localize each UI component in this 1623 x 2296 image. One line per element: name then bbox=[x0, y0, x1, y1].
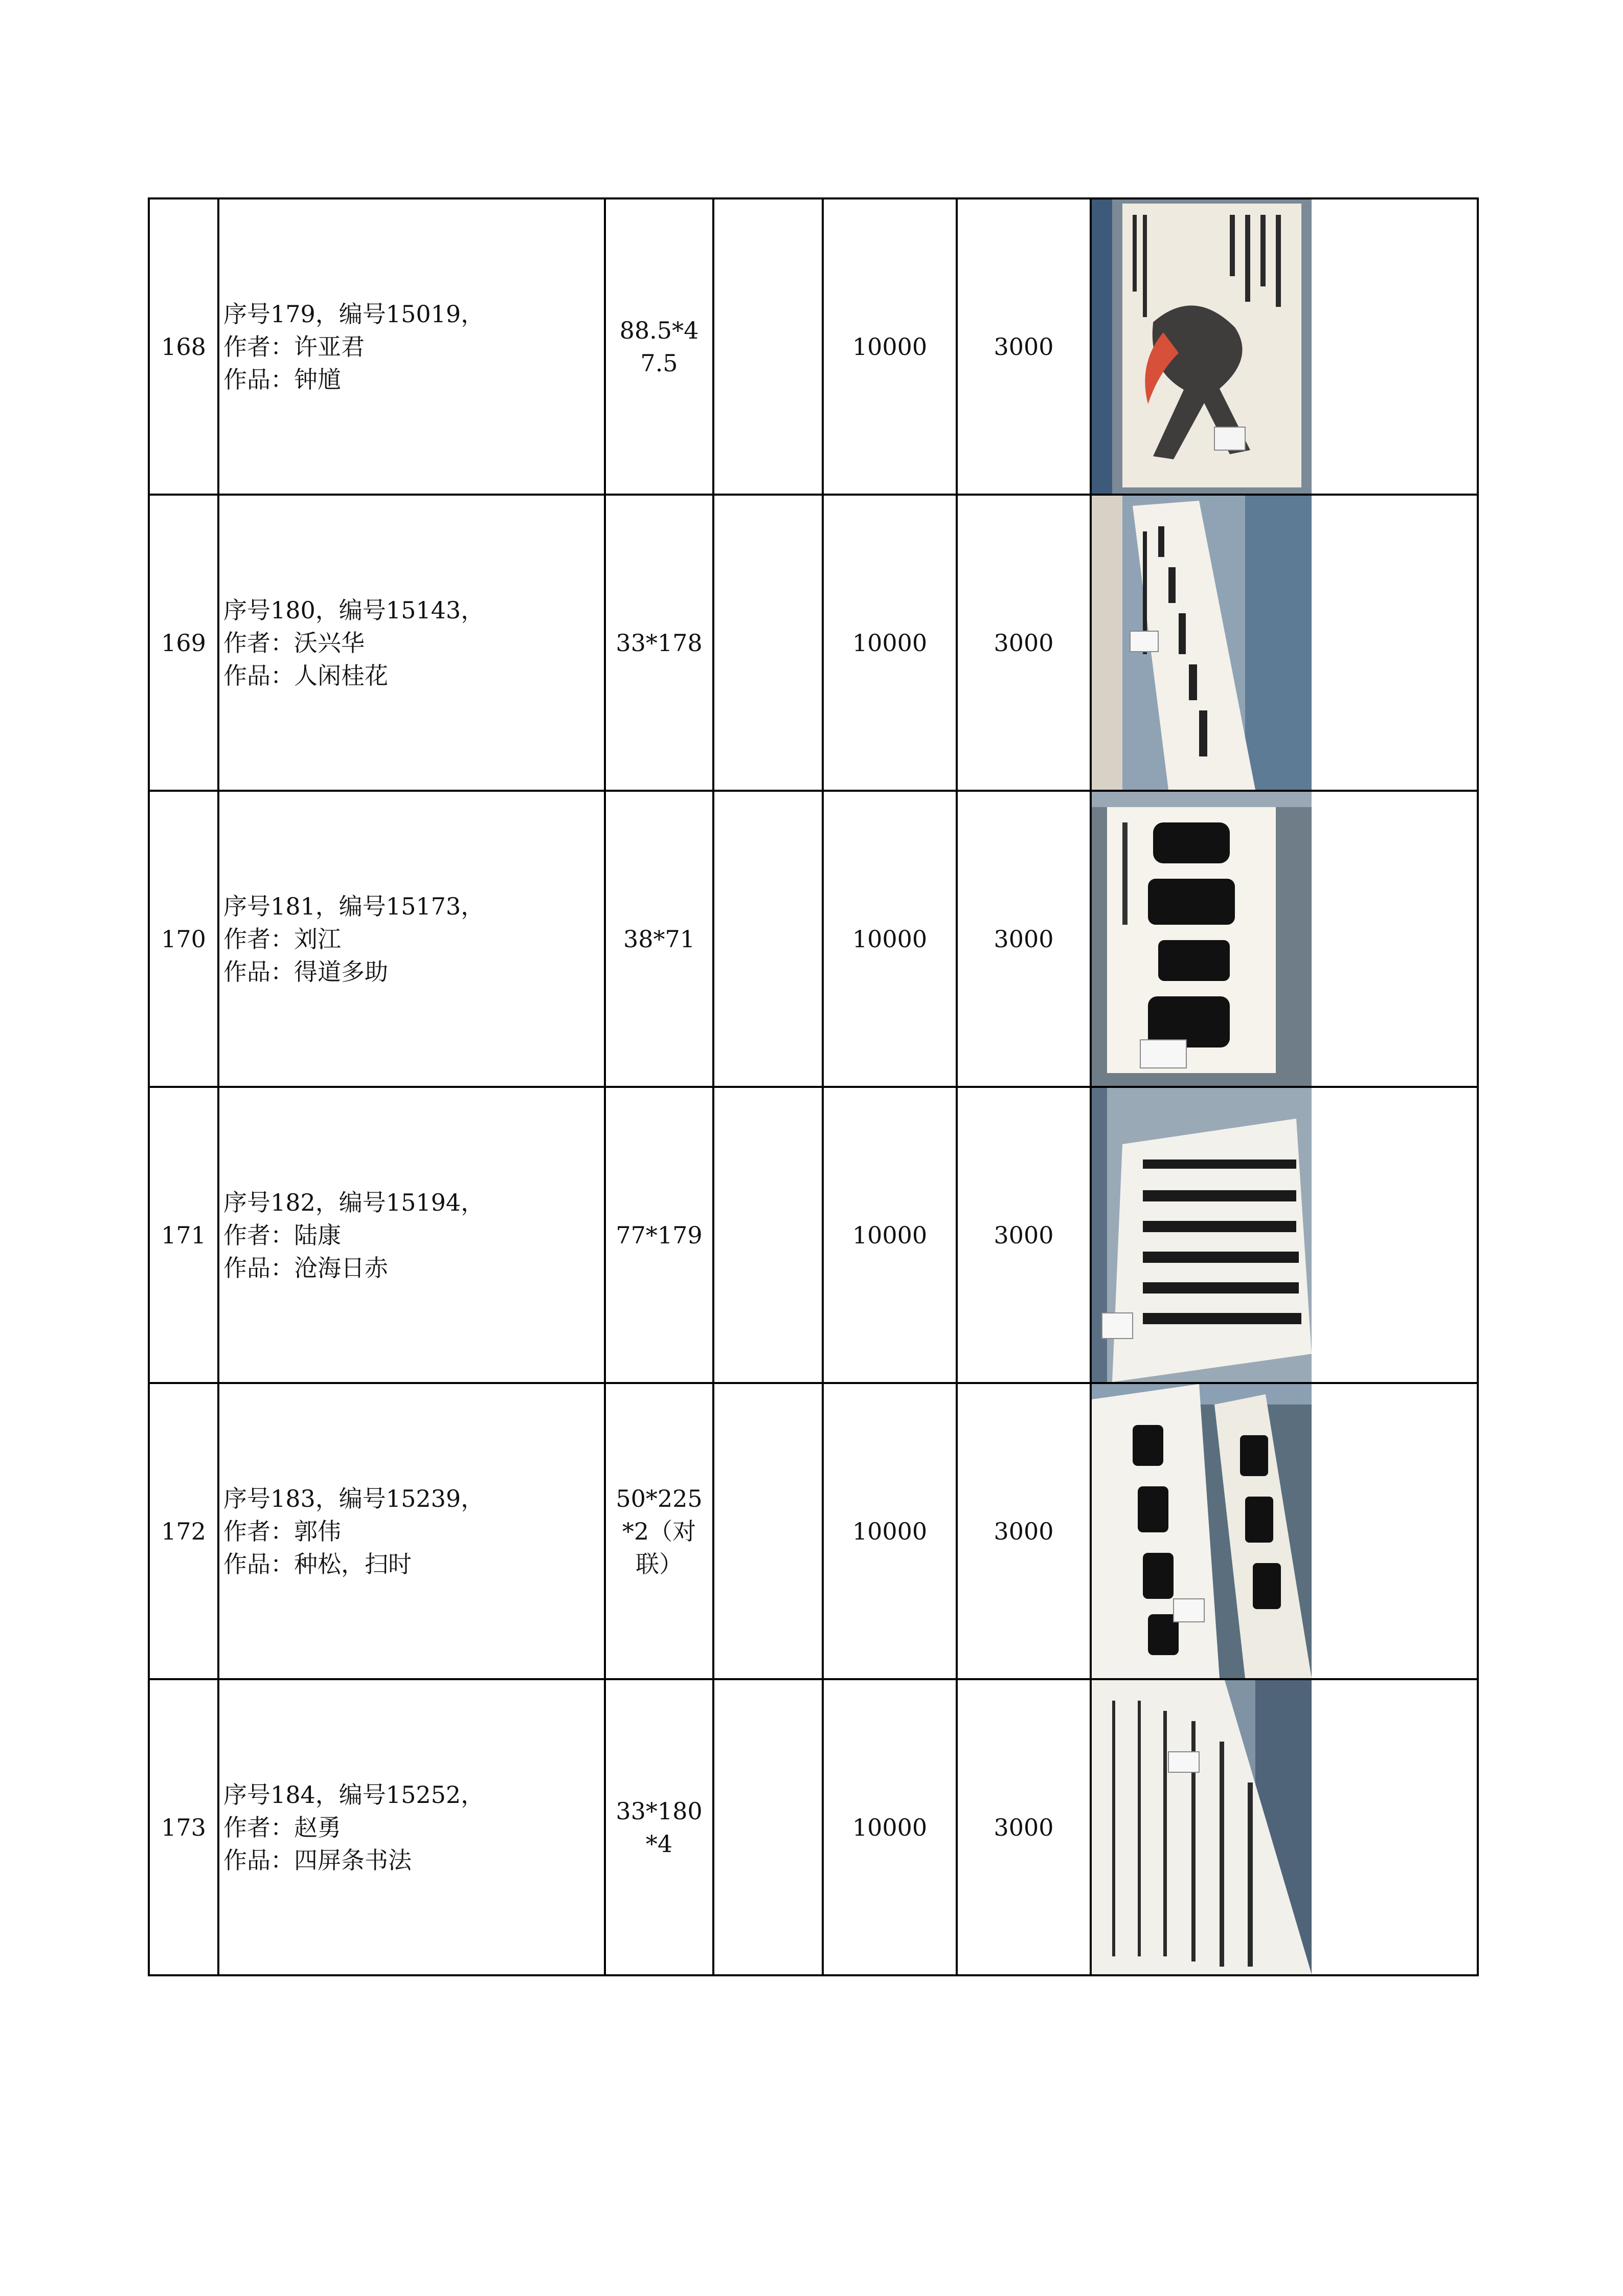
calligraphy-scroll-photo bbox=[1092, 496, 1312, 790]
item-price: 10000 bbox=[823, 495, 957, 791]
item-author: 作者：陆康 bbox=[223, 1221, 341, 1249]
empty-cell bbox=[713, 1679, 823, 1975]
item-serial-code: 序号179，编号15019， bbox=[223, 300, 485, 328]
item-description bbox=[218, 198, 605, 495]
row-index: 170 bbox=[149, 791, 218, 1087]
empty-cell bbox=[713, 198, 823, 495]
four-panel-calligraphy-photo bbox=[1092, 1680, 1312, 1974]
painting-photo-zhong-kui bbox=[1092, 199, 1312, 494]
item-author: 作者：刘江 bbox=[223, 925, 341, 953]
item-serial-code: 序号181，编号15173， bbox=[223, 892, 485, 920]
table-row bbox=[149, 1383, 1478, 1679]
item-serial-code: 序号183，编号15239， bbox=[223, 1484, 485, 1512]
table-row bbox=[149, 1087, 1478, 1383]
photo-cell bbox=[1091, 1383, 1478, 1679]
row-index: 173 bbox=[149, 1679, 218, 1975]
item-author: 作者：沃兴华 bbox=[223, 629, 365, 657]
item-price: 10000 bbox=[823, 198, 957, 495]
row-index: 169 bbox=[149, 495, 218, 791]
photo-cell bbox=[1091, 495, 1478, 791]
item-description bbox=[218, 791, 605, 1087]
item-author: 作者：许亚君 bbox=[223, 332, 365, 361]
row-index: 168 bbox=[149, 198, 218, 495]
empty-cell bbox=[713, 1087, 823, 1383]
item-title: 作品：四屏条书法 bbox=[223, 1846, 412, 1874]
item-title: 作品：沧海日赤 bbox=[223, 1254, 388, 1282]
couplet-calligraphy-photo bbox=[1092, 1384, 1312, 1678]
photo-cell bbox=[1091, 791, 1478, 1087]
item-deposit: 3000 bbox=[957, 198, 1091, 495]
item-size: 33*178 bbox=[605, 495, 713, 791]
seal-script-calligraphy-photo bbox=[1092, 792, 1312, 1086]
item-description bbox=[218, 1679, 605, 1975]
item-price: 10000 bbox=[823, 791, 957, 1087]
item-deposit: 3000 bbox=[957, 1679, 1091, 1975]
item-serial-code: 序号182，编号15194， bbox=[223, 1188, 485, 1216]
photo-cell bbox=[1091, 198, 1478, 495]
item-size: 77*179 bbox=[605, 1087, 713, 1383]
item-size: 88.5*47.5 bbox=[605, 198, 713, 495]
table-row bbox=[149, 495, 1478, 791]
item-author: 作者：赵勇 bbox=[223, 1813, 341, 1841]
item-price: 10000 bbox=[823, 1679, 957, 1975]
item-deposit: 3000 bbox=[957, 1087, 1091, 1383]
item-title: 作品：人闲桂花 bbox=[223, 661, 388, 689]
item-title: 作品：得道多助 bbox=[223, 957, 388, 986]
item-title: 作品：钟馗 bbox=[223, 365, 341, 393]
item-description bbox=[218, 1383, 605, 1679]
item-size: 33*180*4 bbox=[605, 1679, 713, 1975]
item-serial-code: 序号180，编号15143， bbox=[223, 596, 485, 624]
item-price: 10000 bbox=[823, 1383, 957, 1679]
row-index: 171 bbox=[149, 1087, 218, 1383]
item-price: 10000 bbox=[823, 1087, 957, 1383]
empty-cell bbox=[713, 495, 823, 791]
item-title: 作品：种松，扫时 bbox=[223, 1550, 412, 1578]
item-serial-code: 序号184，编号15252， bbox=[223, 1780, 485, 1809]
clerical-script-calligraphy-photo bbox=[1092, 1088, 1312, 1382]
photo-cell bbox=[1091, 1679, 1478, 1975]
item-size: 50*225*2（对联） bbox=[605, 1383, 713, 1679]
photo-cell bbox=[1091, 1087, 1478, 1383]
table-row bbox=[149, 791, 1478, 1087]
item-deposit: 3000 bbox=[957, 791, 1091, 1087]
item-deposit: 3000 bbox=[957, 495, 1091, 791]
item-author: 作者：郭伟 bbox=[223, 1517, 341, 1545]
empty-cell bbox=[713, 1383, 823, 1679]
artwork-table bbox=[148, 197, 1479, 1976]
row-index: 172 bbox=[149, 1383, 218, 1679]
item-size: 38*71 bbox=[605, 791, 713, 1087]
empty-cell bbox=[713, 791, 823, 1087]
table-row bbox=[149, 198, 1478, 495]
item-deposit: 3000 bbox=[957, 1383, 1091, 1679]
table-row bbox=[149, 1679, 1478, 1975]
item-description bbox=[218, 495, 605, 791]
item-description bbox=[218, 1087, 605, 1383]
